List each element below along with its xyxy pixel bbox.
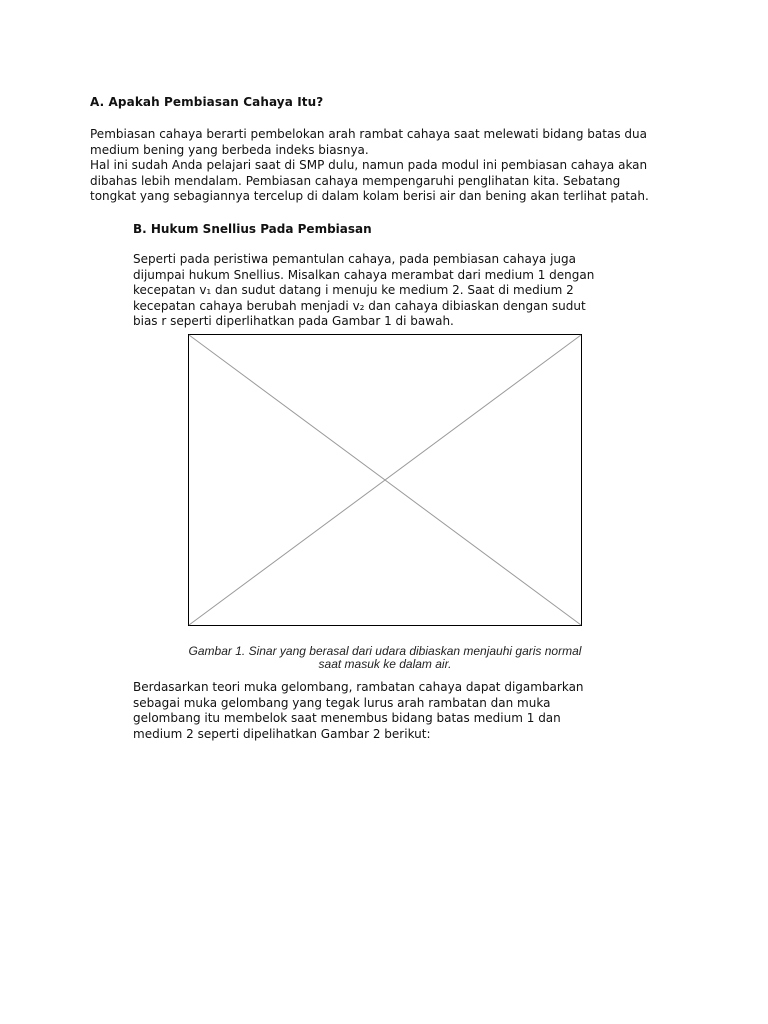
section-a-line: tongkat yang sebagiannya tercelup di dalam kolam berisi air dan bening akan terlihat patah. — [90, 189, 649, 203]
caption-line: saat masuk ke dalam air. — [318, 657, 452, 671]
section-a-line: dibahas lebih mendalam. Pembiasan cahaya mempengaruhi penglihatan kita. Sebatang — [90, 173, 621, 188]
placeholder-graphic — [188, 334, 582, 626]
missing-image-placeholder — [188, 334, 582, 626]
section-b-line: dijumpai hukum Snellius. Misalkan cahaya merambat dari medium 1 dengan — [133, 267, 595, 282]
section-b-line: Seperti pada peristiwa pemantulan cahaya, pada pembiasan cahaya juga — [133, 252, 577, 266]
section-b-line: bias r seperti diperlihatkan pada Gambar 1 di bawah. — [133, 314, 454, 328]
section-c-line: Berdasarkan teori muka gelombang, rambatan cahaya dapat digambarkan — [133, 680, 584, 694]
caption-line: Gambar 1. Sinar yang berasal dari udara dibiaskan menjauhi garis normal — [188, 644, 582, 658]
section-c-line: sebagai muka gelombang yang tegak lurus arah rambatan dan muka — [133, 695, 551, 710]
section-a-line: medium bening yang berbeda indeks biasnya. — [90, 142, 369, 157]
section-c-line: gelombang itu membelok saat menembus bidang batas medium 1 dan — [133, 711, 561, 725]
section-c-paragraph — [133, 680, 653, 742]
section-b-paragraph — [133, 252, 653, 330]
section-a-line: Pembiasan cahaya berarti pembelokan arah rambat cahaya saat melewati bidang batas dua — [90, 127, 647, 141]
figure-1-caption — [150, 645, 620, 671]
section-a-paragraph — [90, 127, 690, 205]
section-b-line: kecepatan v₁ dan sudut datang i menuju ke medium 2. Saat di medium 2 — [133, 283, 574, 297]
section-c-line: medium 2 seperti dipelihatkan Gambar 2 berikut: — [133, 726, 431, 741]
section-a-heading: A. Apakah Pembiasan Cahaya Itu? — [90, 95, 324, 109]
section-b-heading: B. Hukum Snellius Pada Pembiasan — [133, 222, 372, 236]
section-a-line: Hal ini sudah Anda pelajari saat di SMP dulu, namun pada modul ini pembiasan cahaya akan — [90, 158, 648, 172]
section-b-line: kecepatan cahaya berubah menjadi v₂ dan cahaya dibiaskan dengan sudut — [133, 298, 586, 313]
